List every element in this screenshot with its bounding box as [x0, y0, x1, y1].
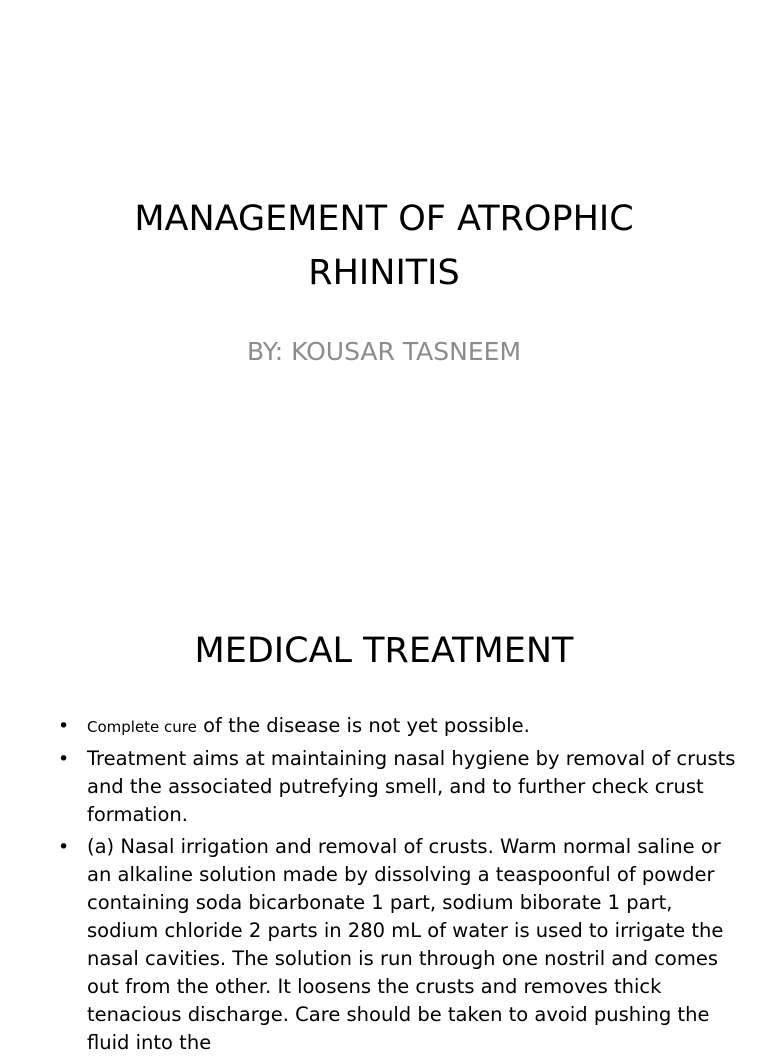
presentation-title: [60, 192, 708, 300]
content-slide: [0, 576, 768, 1054]
author-subtitle: BY: KOUSAR TASNEEM: [246, 337, 522, 366]
bullet-text: (a) Nasal irrigation and removal of crusts. Warm normal saline or an alkaline solution made by dissolving a teaspoonful of powder containing soda bicarbonate 1 part, sodium biborate 1 part, sodium chloride 2 parts in 280 mL of water is used to irrigate the nasal cavities. The solution is run through one nostril and comes out from the other. It loosens the crusts and removes thick tenacious discharge. Care should be taken to avoid pushing the fluid into the: [87, 835, 724, 1054]
bullet-item: [58, 712, 738, 741]
bullet-text: Treatment aims at maintaining nasal hygiene by removal of crusts and the associated putrefying smell, and to further check crust formation.: [87, 747, 736, 826]
title-line-2: RHINITIS: [308, 253, 460, 293]
bullet-list: [58, 712, 738, 1061]
bullet-item: [58, 745, 738, 829]
bullet-marker: •: [58, 715, 70, 737]
bullet-marker: •: [58, 748, 70, 770]
bullet-marker: •: [58, 836, 70, 858]
bullet-lead-text: Complete cure: [87, 718, 197, 736]
slide-title: MEDICAL TREATMENT: [194, 631, 574, 671]
bullet-item: [58, 833, 738, 1057]
bullet-text: of the disease is not yet possible.: [196, 714, 530, 737]
title-line-1: MANAGEMENT OF ATROPHIC: [134, 199, 634, 239]
